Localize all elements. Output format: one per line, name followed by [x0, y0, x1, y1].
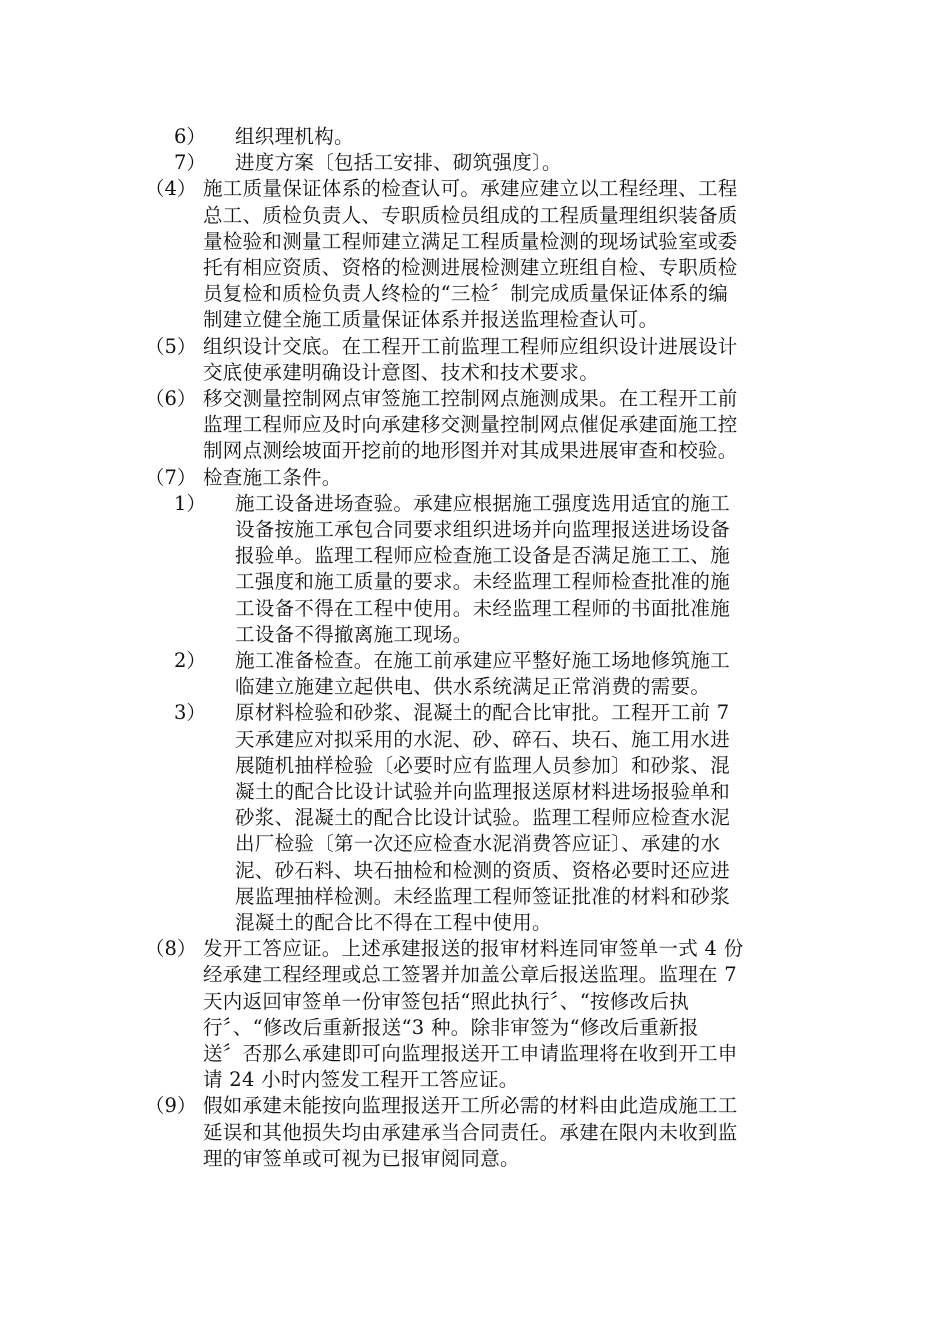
sub-item-number: 3）: [174, 701, 206, 725]
section-text-line: 总工、质检负责人、专职质检员组成的工程质量理组织装备质: [203, 203, 738, 227]
section-text-line: 托有相应资质、资格的检测进展检测建立班组自检、专职质检: [203, 256, 738, 279]
sub-item-text-line: 报验单。监理工程师应检查施工设备是否满足施工工、施: [235, 544, 731, 568]
sub-item-text-line: 出厂检验〔第一次还应检查水泥消费答应证〕、承建的水: [235, 832, 721, 856]
sub-item-text-line: 展监理抽样检测。未经监理工程师签证批准的材料和砂浆: [235, 884, 731, 908]
sub-item-number: 6）: [174, 125, 206, 148]
sub-item-number: 2）: [174, 649, 206, 672]
section-text-line: 延误和其他损失均由承建承当合同责任。承建在限内未收到监: [203, 1120, 738, 1144]
section-text-line: 交底使承建明确设计意图、技术和技术要求。: [203, 360, 600, 384]
section-text-line: 量检验和测量工程师建立满足工程质量检测的现场试验室或委: [203, 229, 738, 253]
section-text-line: 员复检和质检负责人终检的“三检〞制完成质量保证体系的编: [203, 282, 729, 306]
section-number: （4）: [145, 177, 197, 201]
sub-item-text-line: 工设备不得撤离施工现场。: [235, 622, 473, 646]
section-text-line: 施工质量保证体系的检查认可。承建应建立以工程经理、工程: [203, 177, 738, 201]
section-text-line: 制网点测绘坡面开挖前的地形图并对其成果进展审查和校验。: [203, 439, 738, 463]
section-text-line: 经承建工程经理或总工签署并加盖公章后报送监理。监理在 7: [203, 963, 738, 987]
sub-item-text-line: 施工准备检查。在施工前承建应平整好施工场地修筑施工: [235, 649, 731, 672]
sub-item-text-line: 砂浆、混凝土的配合比设计试验。监理工程师应检查水泥: [235, 806, 731, 830]
section-text-line: 请 24 小时内签发工程开工答应证。: [203, 1068, 519, 1092]
sub-item-text-line: 天承建应对拟采用的水泥、砂、碎石、块石、施工用水进: [235, 727, 731, 751]
section-number: （7）: [145, 465, 197, 489]
section-text-line: 移交测量控制网点审签施工控制网点施测成果。在工程开工前: [203, 387, 738, 410]
section-number: （8）: [145, 937, 197, 961]
section-number: （9）: [145, 1094, 197, 1118]
section-text-line: 送〞否那么承建即可向监理报送开工申请监理将在收到开工申: [203, 1042, 738, 1065]
sub-item-text-line: 展随机抽样检验〔必要时应有监理人员参加〕和砂浆、混: [235, 753, 731, 777]
sub-item-text-line: 原材料检验和砂浆、混凝土的配合比审批。工程开工前 7: [235, 701, 730, 725]
sub-item-text-line: 凝土的配合比设计试验并向监理报送原材料进场报验单和: [235, 780, 731, 803]
section-text-line: 发开工答应证。上述承建报送的报审材料连同审签单一式 4 份: [203, 937, 744, 961]
section-text-line: 制建立健全施工质量保证体系并报送监理检查认可。: [203, 308, 659, 332]
section-text-line: 监理工程师应及时向承建移交测量控制网点催促承建面施工控: [203, 413, 738, 437]
section-text-line: 行〞、“修改后重新报送“3 种。除非审签为“修改后重新报: [203, 1015, 699, 1039]
section-text-line: 假如承建未能按向监理报送开工所必需的材料由此造成施工工: [203, 1094, 738, 1118]
sub-item-text-line: 工强度和施工质量的要求。未经监理工程师检查批准的施: [235, 570, 731, 594]
sub-item-number: 7）: [174, 151, 206, 175]
section-text-line: 检查施工条件。: [203, 465, 342, 489]
sub-item-text-line: 工设备不得在工程中使用。未经监理工程师的书面批准施: [235, 596, 731, 620]
section-number: （6）: [145, 387, 197, 410]
sub-item-number: 1）: [174, 491, 206, 515]
section-number: （5）: [145, 334, 197, 358]
sub-item-text-line: 施工设备进场查验。承建应根据施工强度选用适宜的施工: [235, 491, 731, 515]
sub-item-text-line: 设备按施工承包合同要求组织进场并向监理报送进场设备: [235, 518, 731, 541]
sub-item-text-line: 混凝土的配合比不得在工程中使用。: [235, 911, 552, 934]
sub-item-text-line: 组织理机构。: [235, 125, 354, 148]
section-text-line: 天内返回审签单一份审签包括“照此执行〞、“按修改后执: [203, 989, 689, 1013]
sub-item-text-line: 进度方案〔包括工安排、砌筑强度〕。: [235, 151, 562, 175]
sub-item-text-line: 泥、砂石料、块石抽检和检测的资质、资格必要时还应进: [235, 858, 731, 882]
section-text-line: 理的审签单或可视为已报审阅同意。: [203, 1146, 520, 1170]
sub-item-text-line: 临建立施建立起供电、供水系统满足正常消费的需要。: [235, 675, 711, 699]
section-text-line: 组织设计交底。在工程开工前监理工程师应组织设计进展设计: [203, 334, 738, 358]
